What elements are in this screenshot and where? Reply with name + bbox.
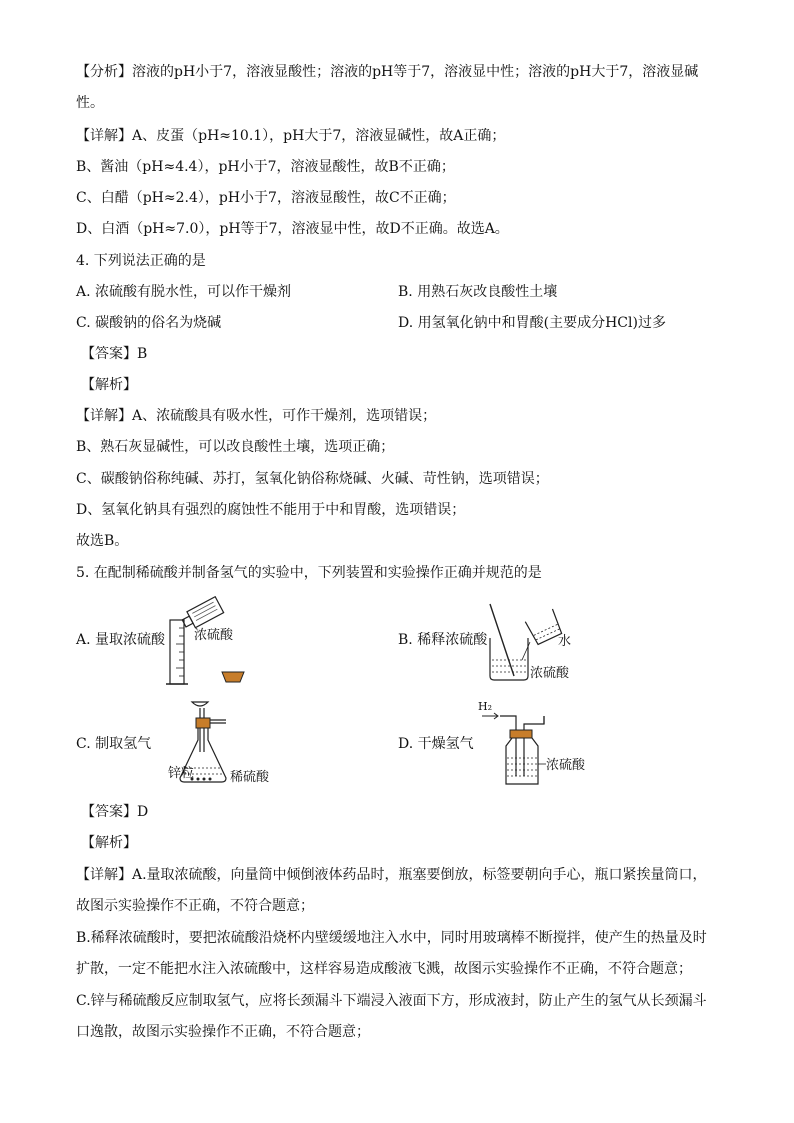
answer-5: 【答案】D <box>81 804 149 820</box>
text-line: 【详解】A、皮蛋（pH≈10.1），pH大于7，溶液显碱性，故A正确； <box>76 128 506 144</box>
option-5c: C. 制取氢气 <box>76 736 152 752</box>
text-line: C、碳酸钠俗称纯碱、苏打，氢氧化钠俗称烧碱、火碱、苛性钠，选项错误； <box>76 471 549 487</box>
figure-a-label: 浓硫酸 <box>194 628 234 643</box>
text-line: 性。 <box>76 95 104 111</box>
answer-4: 【答案】B <box>81 346 148 362</box>
text-line: 口逸散，故图示实验操作不正确，不符合题意； <box>76 1024 370 1040</box>
text-line: C、白醋（pH≈2.4），pH小于7，溶液显酸性，故C不正确； <box>76 190 456 206</box>
option-4c: C. 碳酸钠的俗名为烧碱 <box>76 315 222 331</box>
text-line: D、白酒（pH≈7.0），pH等于7，溶液显中性，故D不正确。故选A。 <box>76 221 509 237</box>
text-line: B、酱油（pH≈4.4），pH小于7，溶液显酸性，故B不正确； <box>76 159 455 175</box>
text-line: D、氢氧化钠具有强烈的腐蚀性不能用于中和胃酸，选项错误； <box>76 502 466 518</box>
option-4d: D. 用氢氧化钠中和胃酸(主要成分HCl)过多 <box>398 315 666 331</box>
figure-c-acid-label: 稀硫酸 <box>230 770 270 785</box>
figure-gas-drying-bottle <box>476 700 596 790</box>
figure-b-acid-label: 浓硫酸 <box>530 666 570 681</box>
figure-b-water-label: 水 <box>558 634 572 649</box>
option-5d: D. 干燥氢气 <box>398 736 474 752</box>
option-5b: B. 稀释浓硫酸 <box>398 632 488 648</box>
text-line: 【详解】A.量取浓硫酸，向量筒中倾倒液体药品时，瓶塞要倒放，标签要朝向手心，瓶口紧挨量筒口， <box>76 867 707 883</box>
option-4a: A. 浓硫酸有脱水性，可以作干燥剂 <box>76 284 292 300</box>
text-line: C.锌与稀硫酸反应制取氢气，应将长颈漏斗下端浸入液面下方，形成液封，防止产生的氢气从长颈漏斗 <box>76 993 707 1009</box>
question-4-stem: 4. 下列说法正确的是 <box>76 253 206 269</box>
text-line: 故图示实验操作不正确，不符合题意； <box>76 898 314 914</box>
text-line: 扩散，一定不能把水注入浓硫酸中，这样容易造成酸液飞溅，故图示实验操作不正确，不符合题意； <box>76 961 692 977</box>
question-5-stem: 5. 在配制稀硫酸并制备氢气的实验中，下列装置和实验操作正确并规范的是 <box>76 565 542 581</box>
analysis-heading-5: 【解析】 <box>81 835 137 851</box>
figure-dilution <box>484 600 594 682</box>
figure-d-acid-label: 浓硫酸 <box>546 758 586 773</box>
figure-hydrogen-generator <box>168 696 286 788</box>
text-line: 【分析】溶液的pH小于7，溶液显酸性；溶液的pH等于7，溶液显中性；溶液的pH大于7，溶液显碱 <box>76 64 699 80</box>
analysis-heading-4: 【解析】 <box>81 377 137 393</box>
text-line: B.稀释浓硫酸时，要把浓硫酸沿烧杯内壁缓缓地注入水中，同时用玻璃棒不断搅拌，使产生的热量及时 <box>76 930 707 946</box>
figure-d-gas-label: H₂ <box>478 700 493 713</box>
text-line: B、熟石灰显碱性，可以改良酸性土壤，选项正确； <box>76 439 395 455</box>
text-line: 【详解】A、浓硫酸具有吸水性，可作干燥剂，选项错误； <box>76 408 437 424</box>
option-4b: B. 用熟石灰改良酸性土壤 <box>398 284 558 300</box>
text-line: 故选B。 <box>76 533 129 549</box>
figure-measuring-cylinder <box>164 596 264 688</box>
figure-c-zinc-label: 锌粒 <box>168 766 195 781</box>
option-5a: A. 量取浓硫酸 <box>76 632 166 648</box>
